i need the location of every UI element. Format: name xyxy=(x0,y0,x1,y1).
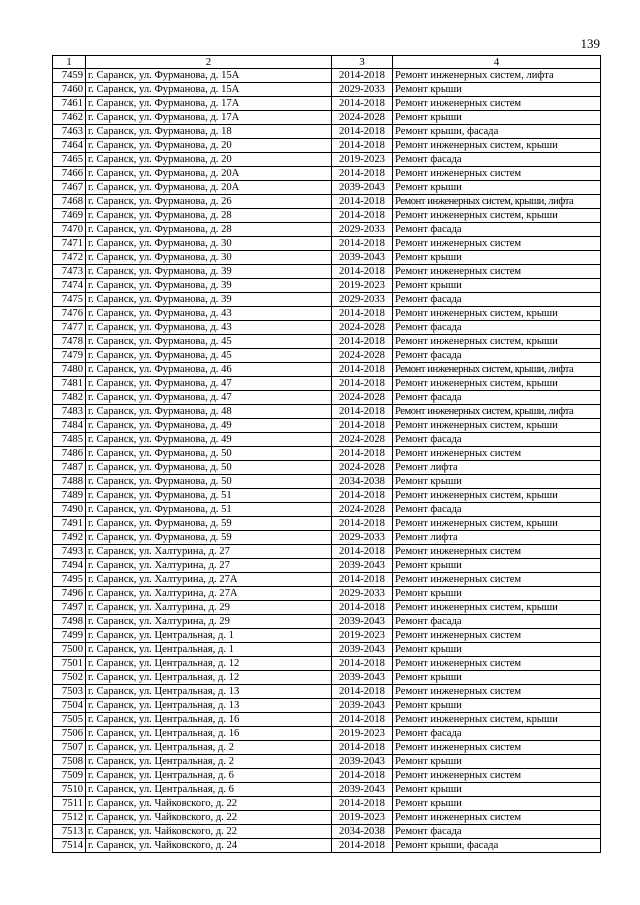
table-row xyxy=(53,545,601,559)
address-cell: г. Саранск, ул. Фурманова, д. 30 xyxy=(86,237,332,251)
row-number-cell: 7485 xyxy=(53,433,86,447)
work-type-cell: Ремонт инженерных систем, крыши xyxy=(393,419,601,433)
row-number-cell: 7508 xyxy=(53,755,86,769)
table-row xyxy=(53,321,601,335)
table-row xyxy=(53,195,601,209)
work-type-cell: Ремонт инженерных систем, крыши xyxy=(393,601,601,615)
row-number-cell: 7478 xyxy=(53,335,86,349)
row-number-cell: 7510 xyxy=(53,783,86,797)
row-number-cell: 7482 xyxy=(53,391,86,405)
address-cell: г. Саранск, ул. Фурманова, д. 50 xyxy=(86,447,332,461)
row-number-cell: 7459 xyxy=(53,69,86,83)
row-number-cell: 7466 xyxy=(53,167,86,181)
work-type-cell: Ремонт инженерных систем xyxy=(393,629,601,643)
table-row xyxy=(53,223,601,237)
work-type-cell: Ремонт фасада xyxy=(393,321,601,335)
table-row xyxy=(53,503,601,517)
column-number-header-row xyxy=(53,56,601,69)
row-number-cell: 7514 xyxy=(53,839,86,853)
table-row xyxy=(53,433,601,447)
work-type-cell: Ремонт инженерных систем xyxy=(393,545,601,559)
address-cell: г. Саранск, ул. Фурманова, д. 20А xyxy=(86,167,332,181)
table-row xyxy=(53,97,601,111)
row-number-cell: 7480 xyxy=(53,363,86,377)
table-row xyxy=(53,377,601,391)
table-row xyxy=(53,125,601,139)
address-cell: г. Саранск, ул. Фурманова, д. 20А xyxy=(86,181,332,195)
table-row xyxy=(53,531,601,545)
work-type-cell: Ремонт инженерных систем, крыши xyxy=(393,489,601,503)
table-row xyxy=(53,69,601,83)
table-row xyxy=(53,279,601,293)
table-row xyxy=(53,209,601,223)
address-cell: г. Саранск, ул. Халтурина, д. 27 xyxy=(86,545,332,559)
work-type-cell: Ремонт инженерных систем, крыши, лифта xyxy=(393,405,601,419)
address-cell: г. Саранск, ул. Фурманова, д. 43 xyxy=(86,307,332,321)
period-cell: 2014-2018 xyxy=(332,517,393,531)
work-type-cell: Ремонт фасада xyxy=(393,153,601,167)
table-row xyxy=(53,265,601,279)
work-type-cell: Ремонт инженерных систем xyxy=(393,685,601,699)
row-number-cell: 7487 xyxy=(53,461,86,475)
period-cell: 2014-2018 xyxy=(332,797,393,811)
work-type-cell: Ремонт инженерных систем xyxy=(393,265,601,279)
period-cell: 2039-2043 xyxy=(332,783,393,797)
address-cell: г. Саранск, ул. Фурманова, д. 39 xyxy=(86,265,332,279)
address-cell: г. Саранск, ул. Фурманова, д. 46 xyxy=(86,363,332,377)
table-row xyxy=(53,475,601,489)
address-cell: г. Саранск, ул. Фурманова, д. 49 xyxy=(86,433,332,447)
column-header-1: 1 xyxy=(53,56,86,69)
period-cell: 2014-2018 xyxy=(332,307,393,321)
period-cell: 2014-2018 xyxy=(332,769,393,783)
row-number-cell: 7463 xyxy=(53,125,86,139)
period-cell: 2014-2018 xyxy=(332,125,393,139)
period-cell: 2014-2018 xyxy=(332,405,393,419)
work-type-cell: Ремонт инженерных систем, крыши, лифта xyxy=(393,363,601,377)
table-row xyxy=(53,181,601,195)
table-row xyxy=(53,643,601,657)
row-number-cell: 7502 xyxy=(53,671,86,685)
address-cell: г. Саранск, ул. Фурманова, д. 30 xyxy=(86,251,332,265)
work-type-cell: Ремонт крыши xyxy=(393,559,601,573)
table-row xyxy=(53,293,601,307)
work-type-cell: Ремонт инженерных систем, крыши xyxy=(393,377,601,391)
row-number-cell: 7490 xyxy=(53,503,86,517)
row-number-cell: 7461 xyxy=(53,97,86,111)
row-number-cell: 7469 xyxy=(53,209,86,223)
address-cell: г. Саранск, ул. Халтурина, д. 27А xyxy=(86,573,332,587)
address-cell: г. Саранск, ул. Фурманова, д. 43 xyxy=(86,321,332,335)
work-type-cell: Ремонт крыши xyxy=(393,111,601,125)
period-cell: 2024-2028 xyxy=(332,321,393,335)
work-type-cell: Ремонт инженерных систем, крыши xyxy=(393,209,601,223)
work-type-cell: Ремонт крыши, фасада xyxy=(393,839,601,853)
period-cell: 2014-2018 xyxy=(332,195,393,209)
row-number-cell: 7503 xyxy=(53,685,86,699)
table-row xyxy=(53,629,601,643)
table-row xyxy=(53,727,601,741)
table-row xyxy=(53,615,601,629)
table-row xyxy=(53,391,601,405)
row-number-cell: 7479 xyxy=(53,349,86,363)
period-cell: 2014-2018 xyxy=(332,839,393,853)
address-cell: г. Саранск, ул. Фурманова, д. 28 xyxy=(86,209,332,223)
row-number-cell: 7511 xyxy=(53,797,86,811)
work-type-cell: Ремонт крыши xyxy=(393,797,601,811)
row-number-cell: 7471 xyxy=(53,237,86,251)
column-header-4: 4 xyxy=(393,56,601,69)
period-cell: 2029-2033 xyxy=(332,531,393,545)
row-number-cell: 7496 xyxy=(53,587,86,601)
row-number-cell: 7470 xyxy=(53,223,86,237)
table-row xyxy=(53,139,601,153)
period-cell: 2014-2018 xyxy=(332,377,393,391)
work-type-cell: Ремонт инженерных систем xyxy=(393,167,601,181)
table-row xyxy=(53,825,601,839)
address-cell: г. Саранск, ул. Центральная, д. 16 xyxy=(86,713,332,727)
work-type-cell: Ремонт фасада xyxy=(393,293,601,307)
period-cell: 2039-2043 xyxy=(332,699,393,713)
address-cell: г. Саранск, ул. Фурманова, д. 49 xyxy=(86,419,332,433)
table-row xyxy=(53,167,601,181)
table-row xyxy=(53,83,601,97)
address-cell: г. Саранск, ул. Фурманова, д. 59 xyxy=(86,517,332,531)
address-cell: г. Саранск, ул. Чайковского, д. 24 xyxy=(86,839,332,853)
table-row xyxy=(53,769,601,783)
period-cell: 2014-2018 xyxy=(332,69,393,83)
table-row xyxy=(53,811,601,825)
table-row xyxy=(53,447,601,461)
table-row xyxy=(53,839,601,853)
address-cell: г. Саранск, ул. Центральная, д. 13 xyxy=(86,685,332,699)
row-number-cell: 7486 xyxy=(53,447,86,461)
work-type-cell: Ремонт фасада xyxy=(393,503,601,517)
row-number-cell: 7464 xyxy=(53,139,86,153)
address-cell: г. Саранск, ул. Чайковского, д. 22 xyxy=(86,811,332,825)
work-type-cell: Ремонт инженерных систем, крыши xyxy=(393,139,601,153)
address-cell: г. Саранск, ул. Фурманова, д. 50 xyxy=(86,475,332,489)
period-cell: 2014-2018 xyxy=(332,97,393,111)
work-type-cell: Ремонт крыши xyxy=(393,643,601,657)
row-number-cell: 7512 xyxy=(53,811,86,825)
period-cell: 2024-2028 xyxy=(332,111,393,125)
period-cell: 2029-2033 xyxy=(332,223,393,237)
work-type-cell: Ремонт лифта xyxy=(393,461,601,475)
address-cell: г. Саранск, ул. Центральная, д. 12 xyxy=(86,657,332,671)
table-row xyxy=(53,797,601,811)
row-number-cell: 7477 xyxy=(53,321,86,335)
period-cell: 2014-2018 xyxy=(332,489,393,503)
row-number-cell: 7504 xyxy=(53,699,86,713)
row-number-cell: 7481 xyxy=(53,377,86,391)
table-row xyxy=(53,335,601,349)
row-number-cell: 7476 xyxy=(53,307,86,321)
work-type-cell: Ремонт лифта xyxy=(393,531,601,545)
work-type-cell: Ремонт инженерных систем, крыши xyxy=(393,335,601,349)
table-row xyxy=(53,237,601,251)
period-cell: 2029-2033 xyxy=(332,587,393,601)
work-type-cell: Ремонт крыши xyxy=(393,251,601,265)
address-cell: г. Саранск, ул. Фурманова, д. 48 xyxy=(86,405,332,419)
row-number-cell: 7505 xyxy=(53,713,86,727)
period-cell: 2014-2018 xyxy=(332,363,393,377)
work-type-cell: Ремонт инженерных систем xyxy=(393,741,601,755)
work-type-cell: Ремонт крыши xyxy=(393,587,601,601)
address-cell: г. Саранск, ул. Центральная, д. 2 xyxy=(86,741,332,755)
work-type-cell: Ремонт инженерных систем, крыши, лифта xyxy=(393,195,601,209)
period-cell: 2014-2018 xyxy=(332,657,393,671)
work-type-cell: Ремонт инженерных систем xyxy=(393,769,601,783)
work-type-cell: Ремонт фасада xyxy=(393,727,601,741)
address-cell: г. Саранск, ул. Фурманова, д. 20 xyxy=(86,139,332,153)
address-cell: г. Саранск, ул. Центральная, д. 13 xyxy=(86,699,332,713)
work-type-cell: Ремонт крыши xyxy=(393,83,601,97)
work-type-cell: Ремонт фасада xyxy=(393,349,601,363)
work-type-cell: Ремонт фасада xyxy=(393,433,601,447)
address-cell: г. Саранск, ул. Центральная, д. 6 xyxy=(86,769,332,783)
period-cell: 2019-2023 xyxy=(332,811,393,825)
table-body xyxy=(53,56,601,853)
address-cell: г. Саранск, ул. Фурманова, д. 17А xyxy=(86,111,332,125)
address-cell: г. Саранск, ул. Фурманова, д. 28 xyxy=(86,223,332,237)
table-row xyxy=(53,489,601,503)
row-number-cell: 7494 xyxy=(53,559,86,573)
table-row xyxy=(53,699,601,713)
repair-schedule-table xyxy=(52,55,601,853)
address-cell: г. Саранск, ул. Халтурина, д. 27А xyxy=(86,587,332,601)
period-cell: 2014-2018 xyxy=(332,335,393,349)
address-cell: г. Саранск, ул. Центральная, д. 16 xyxy=(86,727,332,741)
period-cell: 2014-2018 xyxy=(332,685,393,699)
period-cell: 2014-2018 xyxy=(332,741,393,755)
table-row xyxy=(53,251,601,265)
address-cell: г. Саранск, ул. Фурманова, д. 15А xyxy=(86,69,332,83)
work-type-cell: Ремонт крыши xyxy=(393,783,601,797)
table-row xyxy=(53,517,601,531)
period-cell: 2039-2043 xyxy=(332,755,393,769)
table-row xyxy=(53,405,601,419)
row-number-cell: 7465 xyxy=(53,153,86,167)
address-cell: г. Саранск, ул. Фурманова, д. 47 xyxy=(86,377,332,391)
period-cell: 2024-2028 xyxy=(332,349,393,363)
address-cell: г. Саранск, ул. Центральная, д. 2 xyxy=(86,755,332,769)
address-cell: г. Саранск, ул. Фурманова, д. 51 xyxy=(86,489,332,503)
row-number-cell: 7472 xyxy=(53,251,86,265)
period-cell: 2019-2023 xyxy=(332,629,393,643)
table-row xyxy=(53,349,601,363)
row-number-cell: 7495 xyxy=(53,573,86,587)
table-row xyxy=(53,363,601,377)
table-row xyxy=(53,657,601,671)
table-row xyxy=(53,783,601,797)
period-cell: 2014-2018 xyxy=(332,167,393,181)
table-row xyxy=(53,153,601,167)
address-cell: г. Саранск, ул. Чайковского, д. 22 xyxy=(86,797,332,811)
period-cell: 2039-2043 xyxy=(332,671,393,685)
table-row xyxy=(53,111,601,125)
row-number-cell: 7488 xyxy=(53,475,86,489)
table-row xyxy=(53,685,601,699)
address-cell: г. Саранск, ул. Фурманова, д. 17А xyxy=(86,97,332,111)
row-number-cell: 7460 xyxy=(53,83,86,97)
row-number-cell: 7498 xyxy=(53,615,86,629)
period-cell: 2024-2028 xyxy=(332,433,393,447)
period-cell: 2039-2043 xyxy=(332,181,393,195)
table-row xyxy=(53,419,601,433)
table-row xyxy=(53,461,601,475)
work-type-cell: Ремонт крыши xyxy=(393,699,601,713)
table-row xyxy=(53,587,601,601)
period-cell: 2014-2018 xyxy=(332,419,393,433)
period-cell: 2039-2043 xyxy=(332,559,393,573)
row-number-cell: 7492 xyxy=(53,531,86,545)
period-cell: 2014-2018 xyxy=(332,601,393,615)
work-type-cell: Ремонт крыши xyxy=(393,181,601,195)
period-cell: 2024-2028 xyxy=(332,391,393,405)
address-cell: г. Саранск, ул. Фурманова, д. 39 xyxy=(86,293,332,307)
address-cell: г. Саранск, ул. Халтурина, д. 29 xyxy=(86,615,332,629)
address-cell: г. Саранск, ул. Центральная, д. 12 xyxy=(86,671,332,685)
address-cell: г. Саранск, ул. Центральная, д. 1 xyxy=(86,643,332,657)
address-cell: г. Саранск, ул. Фурманова, д. 15А xyxy=(86,83,332,97)
row-number-cell: 7473 xyxy=(53,265,86,279)
row-number-cell: 7513 xyxy=(53,825,86,839)
row-number-cell: 7493 xyxy=(53,545,86,559)
row-number-cell: 7484 xyxy=(53,419,86,433)
row-number-cell: 7509 xyxy=(53,769,86,783)
table-row xyxy=(53,671,601,685)
work-type-cell: Ремонт инженерных систем xyxy=(393,447,601,461)
column-header-3: 3 xyxy=(332,56,393,69)
address-cell: г. Саранск, ул. Фурманова, д. 45 xyxy=(86,335,332,349)
period-cell: 2014-2018 xyxy=(332,713,393,727)
table-row xyxy=(53,601,601,615)
period-cell: 2014-2018 xyxy=(332,139,393,153)
period-cell: 2014-2018 xyxy=(332,237,393,251)
address-cell: г. Саранск, ул. Чайковского, д. 22 xyxy=(86,825,332,839)
period-cell: 2014-2018 xyxy=(332,209,393,223)
address-cell: г. Саранск, ул. Фурманова, д. 47 xyxy=(86,391,332,405)
column-header-2: 2 xyxy=(86,56,332,69)
address-cell: г. Саранск, ул. Халтурина, д. 27 xyxy=(86,559,332,573)
work-type-cell: Ремонт инженерных систем, крыши xyxy=(393,307,601,321)
row-number-cell: 7467 xyxy=(53,181,86,195)
work-type-cell: Ремонт инженерных систем xyxy=(393,811,601,825)
work-type-cell: Ремонт инженерных систем, крыши xyxy=(393,713,601,727)
table-row xyxy=(53,741,601,755)
row-number-cell: 7507 xyxy=(53,741,86,755)
period-cell: 2014-2018 xyxy=(332,545,393,559)
address-cell: г. Саранск, ул. Центральная, д. 1 xyxy=(86,629,332,643)
period-cell: 2029-2033 xyxy=(332,83,393,97)
period-cell: 2034-2038 xyxy=(332,475,393,489)
row-number-cell: 7475 xyxy=(53,293,86,307)
period-cell: 2014-2018 xyxy=(332,265,393,279)
row-number-cell: 7474 xyxy=(53,279,86,293)
address-cell: г. Саранск, ул. Фурманова, д. 50 xyxy=(86,461,332,475)
period-cell: 2039-2043 xyxy=(332,643,393,657)
row-number-cell: 7501 xyxy=(53,657,86,671)
page-number: 139 xyxy=(580,36,600,51)
work-type-cell: Ремонт инженерных систем, крыши xyxy=(393,517,601,531)
table-row xyxy=(53,755,601,769)
row-number-cell: 7497 xyxy=(53,601,86,615)
period-cell: 2019-2023 xyxy=(332,153,393,167)
period-cell: 2039-2043 xyxy=(332,615,393,629)
work-type-cell: Ремонт инженерных систем, лифта xyxy=(393,69,601,83)
row-number-cell: 7491 xyxy=(53,517,86,531)
work-type-cell: Ремонт инженерных систем xyxy=(393,97,601,111)
work-type-cell: Ремонт фасада xyxy=(393,615,601,629)
work-type-cell: Ремонт крыши xyxy=(393,475,601,489)
period-cell: 2019-2023 xyxy=(332,727,393,741)
table-row xyxy=(53,559,601,573)
work-type-cell: Ремонт крыши xyxy=(393,755,601,769)
address-cell: г. Саранск, ул. Фурманова, д. 51 xyxy=(86,503,332,517)
table-row xyxy=(53,307,601,321)
address-cell: г. Саранск, ул. Халтурина, д. 29 xyxy=(86,601,332,615)
period-cell: 2024-2028 xyxy=(332,503,393,517)
row-number-cell: 7462 xyxy=(53,111,86,125)
address-cell: г. Саранск, ул. Фурманова, д. 20 xyxy=(86,153,332,167)
work-type-cell: Ремонт фасада xyxy=(393,391,601,405)
work-type-cell: Ремонт инженерных систем xyxy=(393,573,601,587)
period-cell: 2014-2018 xyxy=(332,447,393,461)
period-cell: 2034-2038 xyxy=(332,825,393,839)
table-row xyxy=(53,713,601,727)
work-type-cell: Ремонт крыши xyxy=(393,671,601,685)
work-type-cell: Ремонт крыши xyxy=(393,279,601,293)
table-row xyxy=(53,573,601,587)
work-type-cell: Ремонт фасада xyxy=(393,223,601,237)
work-type-cell: Ремонт крыши, фасада xyxy=(393,125,601,139)
period-cell: 2024-2028 xyxy=(332,461,393,475)
work-type-cell: Ремонт инженерных систем xyxy=(393,237,601,251)
address-cell: г. Саранск, ул. Фурманова, д. 18 xyxy=(86,125,332,139)
address-cell: г. Саранск, ул. Фурманова, д. 59 xyxy=(86,531,332,545)
row-number-cell: 7468 xyxy=(53,195,86,209)
work-type-cell: Ремонт фасада xyxy=(393,825,601,839)
period-cell: 2039-2043 xyxy=(332,251,393,265)
address-cell: г. Саранск, ул. Центральная, д. 6 xyxy=(86,783,332,797)
period-cell: 2029-2033 xyxy=(332,293,393,307)
period-cell: 2019-2023 xyxy=(332,279,393,293)
work-type-cell: Ремонт инженерных систем xyxy=(393,657,601,671)
address-cell: г. Саранск, ул. Фурманова, д. 26 xyxy=(86,195,332,209)
address-cell: г. Саранск, ул. Фурманова, д. 45 xyxy=(86,349,332,363)
period-cell: 2014-2018 xyxy=(332,573,393,587)
row-number-cell: 7483 xyxy=(53,405,86,419)
address-cell: г. Саранск, ул. Фурманова, д. 39 xyxy=(86,279,332,293)
row-number-cell: 7499 xyxy=(53,629,86,643)
row-number-cell: 7506 xyxy=(53,727,86,741)
row-number-cell: 7489 xyxy=(53,489,86,503)
row-number-cell: 7500 xyxy=(53,643,86,657)
